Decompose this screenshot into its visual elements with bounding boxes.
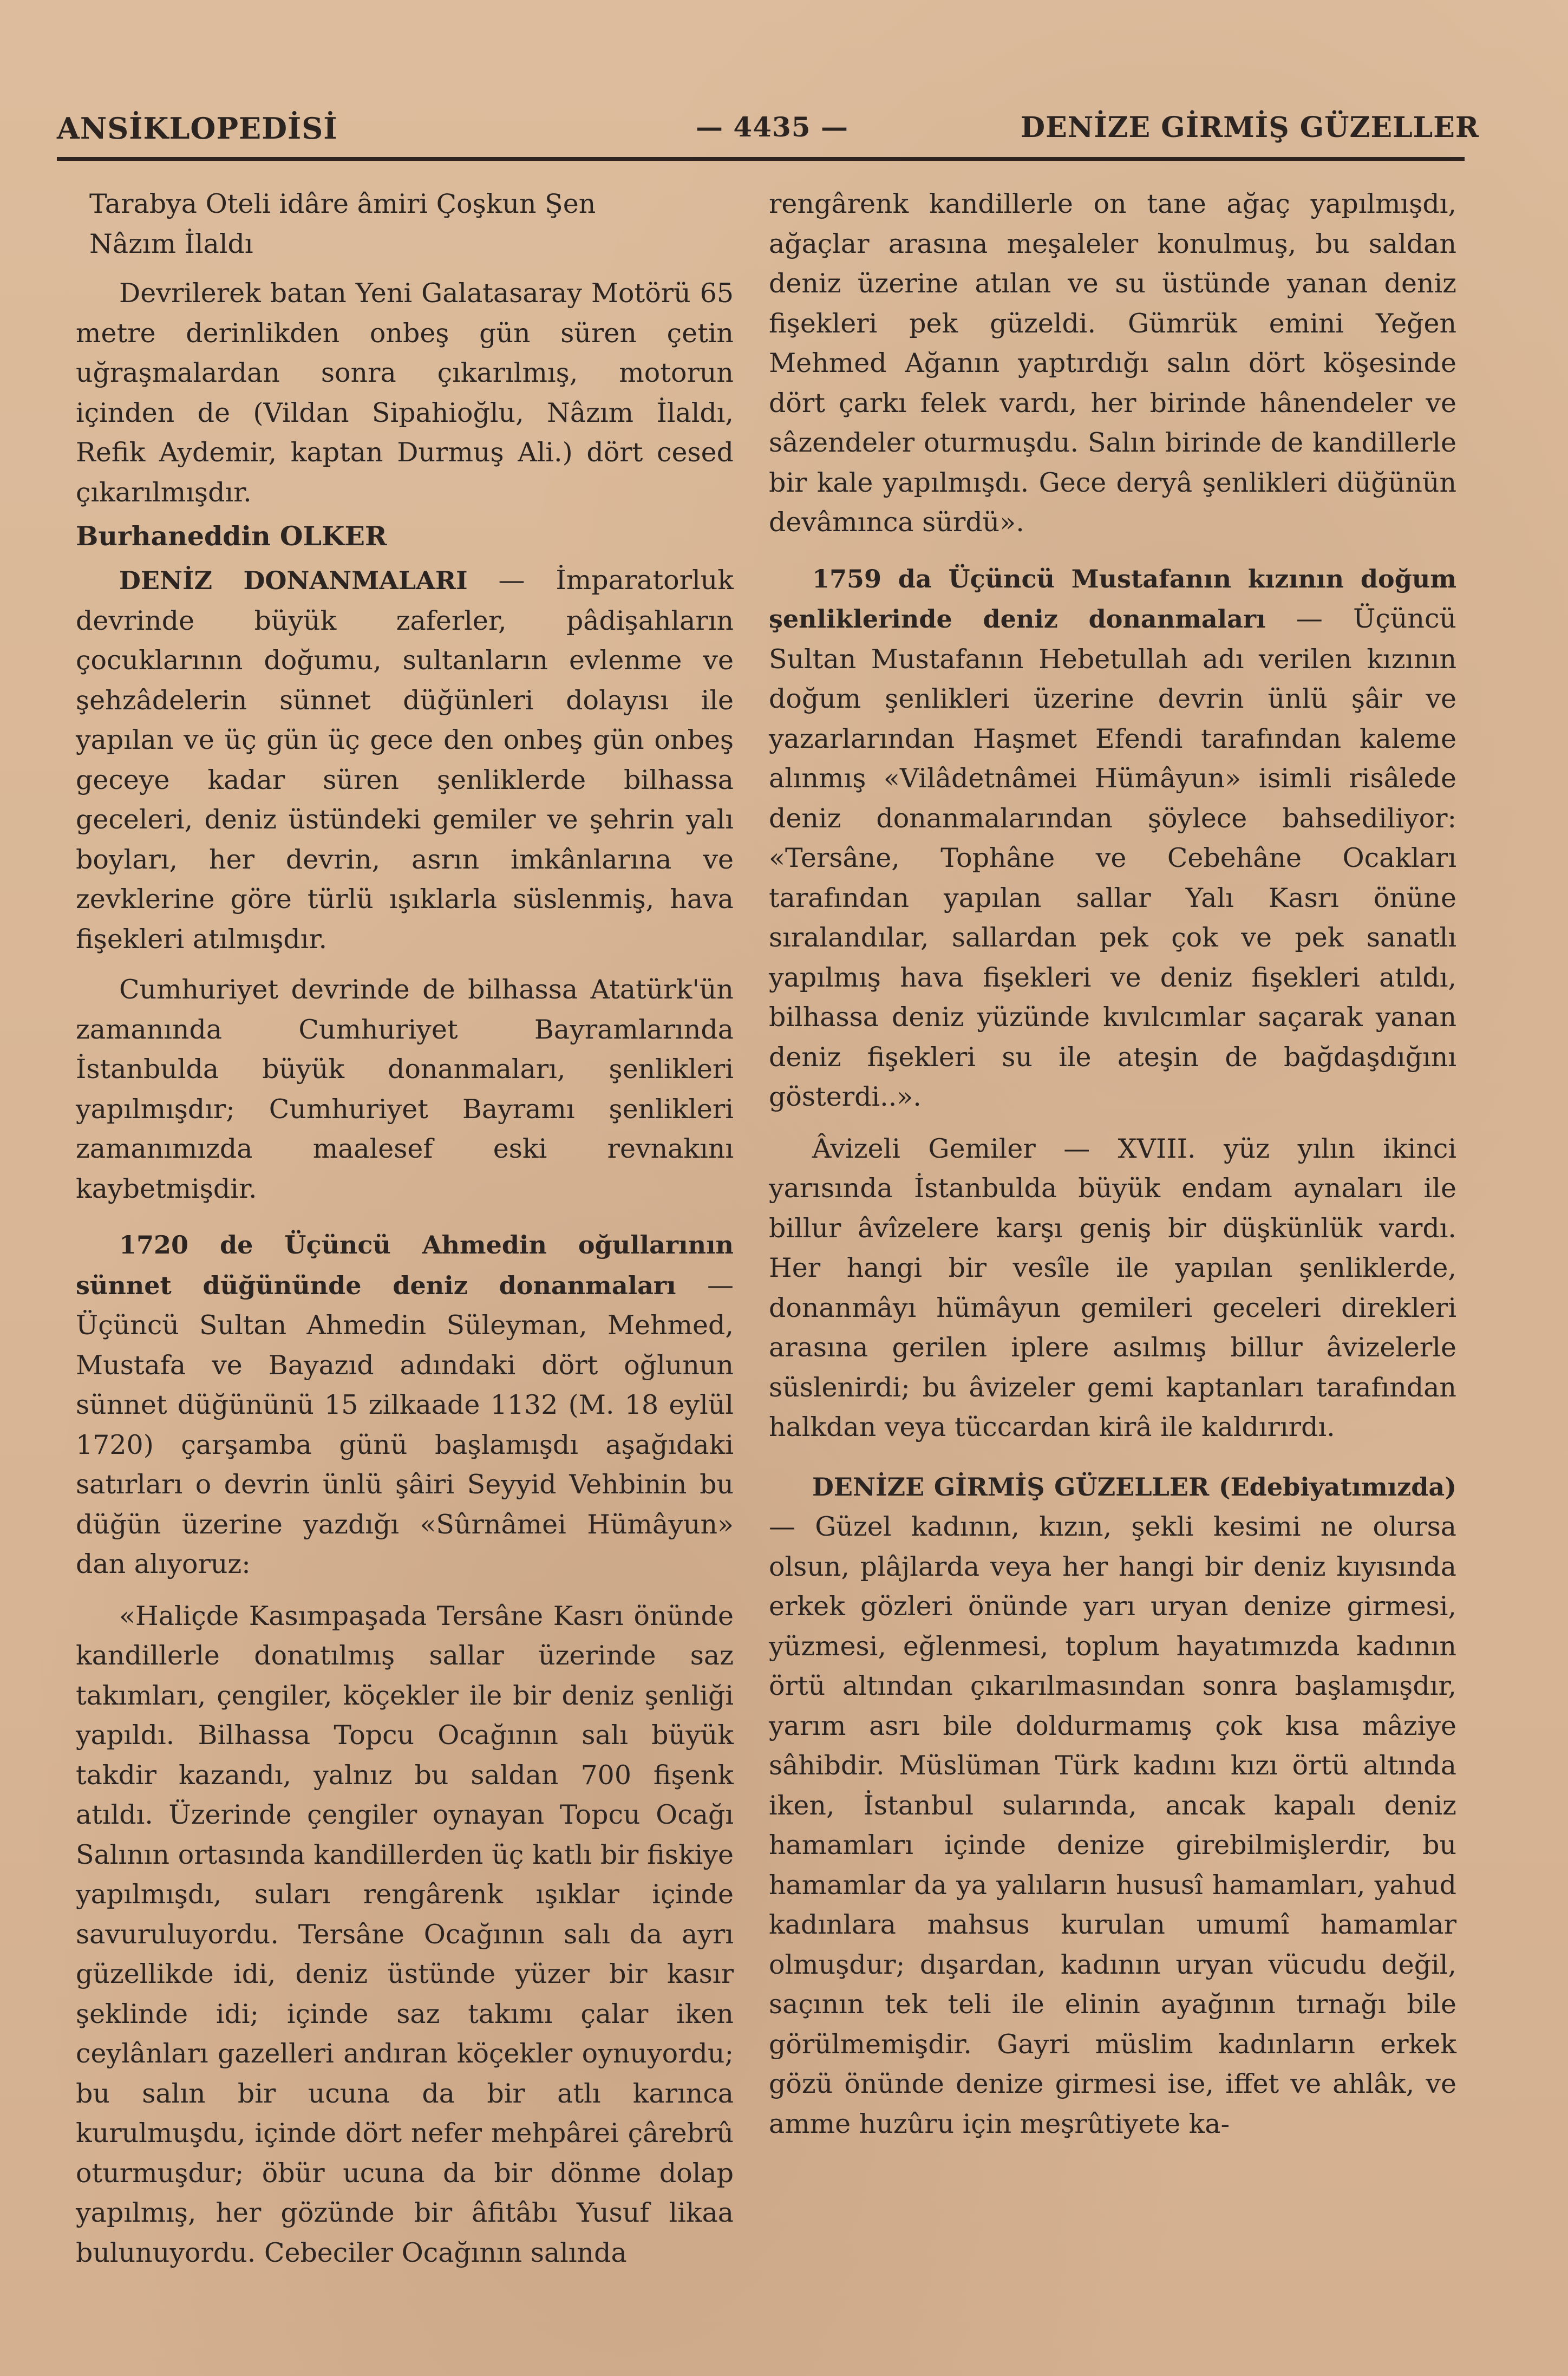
page-number: — 4435 —: [696, 111, 848, 143]
author-signature: Burhaneddin OLKER: [76, 520, 387, 552]
entry-text: — Üçüncü Sultan Ahmedin Süleyman, Mehmed, Mustafa ve Bayazıd adındaki dört oğlunun sünnet düğününü 15 zilkaade 1132 (M. 18 eylül 1720) çarşamba günü başlamışdı aşağıdaki satırları o devrin ünlü şâiri Seyyid Vehbinin bu düğün üzerine yazdığı «Sûrnâmei Hümâyun» dan alıyoruz:: [76, 1269, 734, 1579]
right-column: [769, 184, 1456, 2144]
running-head-left: ANSİKLOPEDİSİ: [57, 111, 338, 146]
entry-heading-deniz-donanmalari: DENİZ DONANMALARI: [119, 566, 468, 595]
paragraph-avizeli-gemiler: Âvizeli Gemiler — XVIII. yüz yılın ikinci yarısında İstanbulda büyük endam aynaları ile billur âvîzelere karşı geniş bir düşkünlük vardı. Her hangi bir vesîle ile yapılan şenliklerde, donanmâyı hümâyun gemileri geceleri direkleri arasına gerilen iplere asılmış billur âvizelerle süslenirdi; bu âvizeler gemi kaptanları tarafından halkdan veya tüccardan kirâ ile kaldırırdı.: [769, 1133, 1456, 1442]
header-rule: [57, 157, 1465, 161]
quote-surnamei-humayun: «Haliçde Kasımpaşada Tersâne Kasrı önünde kandillerle donatılmış sallar üzerinde saz takımları, çengiler, köçekler ile bir deniz şenliği yapıldı. Bilhassa Topcu Ocağının salı büyük takdir kazandı, yalnız bu saldan 700 fişenk atıldı. Üzerinde çengiler oynayan Topcu Ocağı Salının ortasında kandillerden üç katlı bir fiskiye yapılmışdı, suları rengârenk ışıklar içinde savuruluyordu. Tersâne Ocağının salı da ayrı güzellikde idi, deniz üstünde yüzer bir kasır şeklinde idi; içinde saz takımı çalar iken ceylânları gazelleri andıran köçekler oynuyordu; bu salın bir ucuna da bir atlı karınca kurulmuşdu, içinde dört nefer mehpârei çârebrû oturmuşdur; öbür ucuna da bir dönme dolap yapılmış, her gözünde bir âfitâbı Yusuf likaa bulunuyordu. Cebeciler Ocağının salında: [76, 1600, 734, 2268]
entry-text: — Üçüncü Sultan Mustafanın Hebetullah adı verilen kızının doğum şenlikleri üzerine devrin ünlü şâir ve yazarlarından Haşmet Efendi tarafından kaleme alınmış «Vilâdetnâmei Hümâyun» isimli risâlede deniz donanmalarından şöylece bahsediliyor: «Tersâne, Tophâne ve Cebehâne Ocakları tarafından yapılan sallar Yalı Kasrı önüne sıralandılar, sallardan pek çok ve pek sanatlı yapılmış hava fişekleri ve deniz fişekleri atıldı, bilhassa deniz yüzünde kıvılcımlar saçarak yanan deniz fişekleri su ile ateşin de bağdaşdığını gösterdi..».: [769, 603, 1456, 1112]
paragraph-continued-quote: rengârenk kandillerle on tane ağaç yapılmışdı, ağaçlar arasına meşaleler konulmuş, bu saldan deniz üzerine atılan ve su üstünde yanan deniz fişekleri pek güzeldi. Gümrük emini Yeğen Mehmed Ağanın yaptırdığı salın dört köşesinde dört çarkı felek vardı, her birinde hânendeler ve sâzendeler oturmuşdu. Salın birinde de kandillerle bir kale yapılmışdı. Gece deryâ şenlikleri düğünün devâmınca sürdü».: [769, 188, 1456, 538]
entry-heading-denize-girmis-guzeller: DENİZE GİRMİŞ GÜZELLER (Edebiyatımızda): [812, 1472, 1456, 1502]
photo-caption-line: Tarabya Oteli idâre âmiri Çoşkun Şen: [89, 188, 596, 219]
entry-heading-1759: 1759 da Üçüncü Mustafanın kızının doğum şenliklerinde deniz donanmaları: [769, 564, 1456, 634]
entry-text: — Güzel kadının, kızın, şekli kesimi ne olursa olsun, plâjlarda veya her hangi bir deniz kıyısında erkek gözleri önünde yarı uryan denize girmesi, yüzmesi, eğlenmesi, toplum hayatımızda kadının örtü altından çıkarılmasından sonra başlamışdır, yarım asrı bile doldurmamış çok kısa mâziye sâhibdir. Müslüman Türk kadını kızı örtü altında iken, İstanbul sularında, ancak kapalı deniz hamamları içinde denize girebilmişlerdir, bu hamamlar da ya yalıların hususî hamamları, yahud kadınlara mahsus kurulan umumî hamamlar olmuşdur; dışardan, kadının uryan vücudu değil, saçının tek teli ile elinin ayağının tırnağı bile görülmemişdir. Gayri müslim kadınların erkek gözü önünde denize girmesi ise, iffet ve ahlâk, ve amme huzûru için meşrûtiyete ka-: [769, 1511, 1456, 2139]
paragraph-motor-accident: Devrilerek batan Yeni Galatasaray Motörü 65 metre derinlikden onbeş gün süren çetin uğraşmalardan sonra çıkarılmış, motorun içinden de (Vildan Sipahioğlu, Nâzım İlaldı, Refik Aydemir, kaptan Durmuş Ali.) dört cesed çıkarılmışdır.: [76, 278, 734, 508]
paragraph-cumhuriyet: Cumhuriyet devrinde de bilhassa Atatürk'ün zamanında Cumhuriyet Bayramlarında İstanbulda büyük donanmaları, şenlikleri yapılmışdır; Cumhuriyet Bayramı şenlikleri zamanımızda maalesef eski revnakını kaybetmişdir.: [76, 974, 734, 1204]
running-head-right: DENİZE GİRMİŞ GÜZELLER: [1021, 111, 1480, 144]
left-column-entries: [76, 560, 734, 2273]
photo-caption-line: Nâzım İlaldı: [89, 228, 253, 259]
entry-heading-1720: 1720 de Üçüncü Ahmedin oğullarının sünnet düğününde deniz donanmaları: [76, 1230, 734, 1300]
left-column: [76, 184, 734, 557]
entry-text: — İmparatorluk devrinde büyük zaferler, pâdişahların çocuklarının doğumu, sultanların evlenme ve şehzâdelerin sünnet düğünleri dolayısı ile yapılan ve üç gün üç gece den onbeş gün onbeş geceye kadar süren şenliklerde bilhassa geceleri, deniz üstündeki gemiler ve şehrin yalı boyları, her devrin, asrın imkânlarına ve zevklerine göre türlü ışıklarla süslenmiş, hava fişekleri atılmışdır.: [76, 565, 734, 955]
